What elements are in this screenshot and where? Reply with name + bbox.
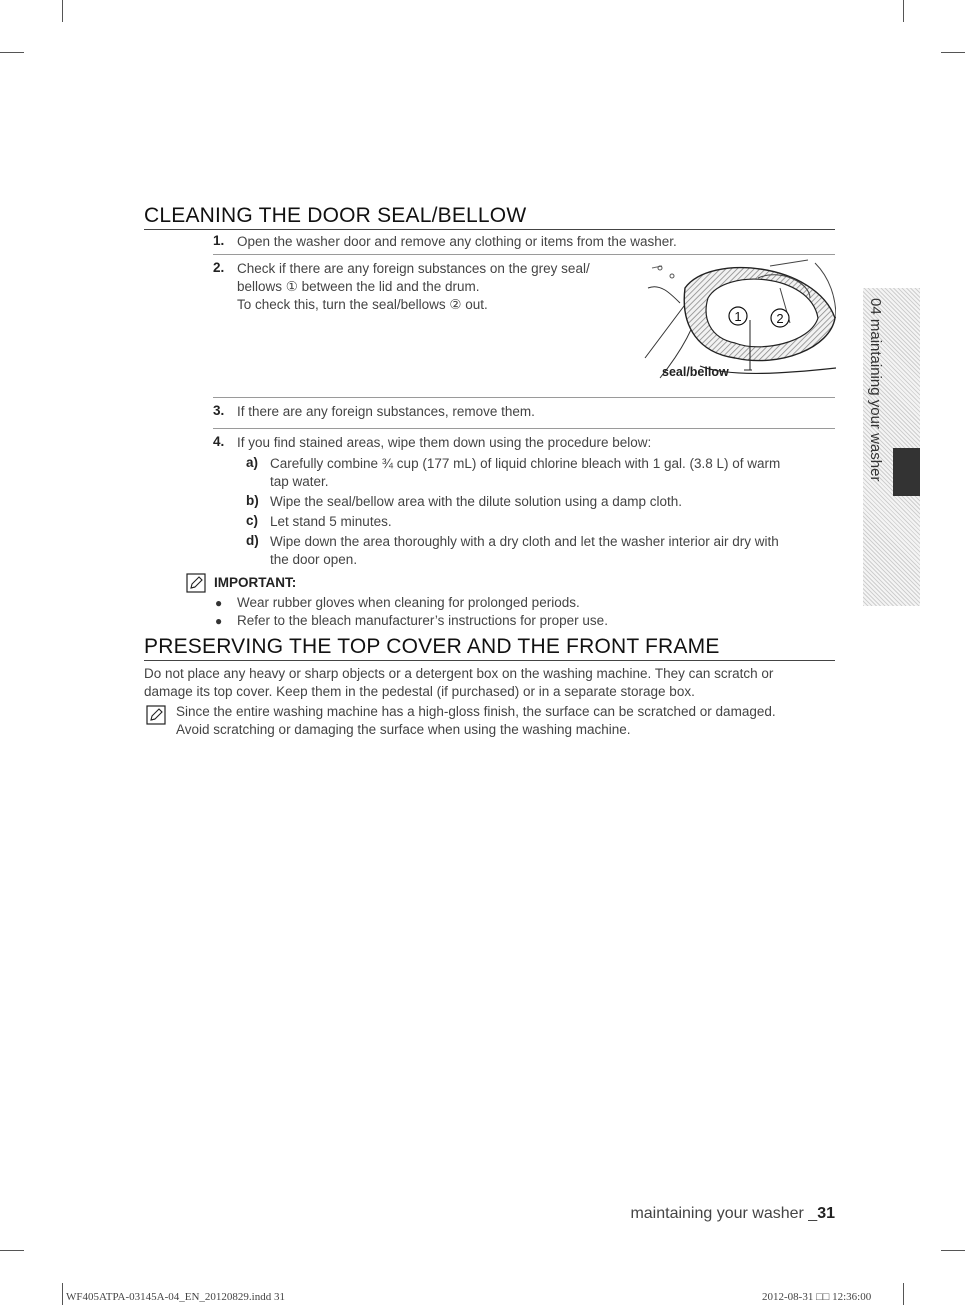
step-divider (213, 428, 835, 429)
substep-text: Wipe down the area thoroughly with a dry cloth and let the washer interior air dry with (270, 534, 779, 549)
crop-mark (0, 1250, 24, 1251)
seal-bellow-label: seal/bellow (662, 365, 729, 379)
section-title-top-cover: PRESERVING THE TOP COVER AND THE FRONT FRAME (144, 635, 720, 658)
page-footer (630, 1205, 835, 1223)
note-line: Since the entire washing machine has a high-gloss finish, the surface can be scratched or damaged. (176, 704, 776, 719)
substep-letter: d) (246, 533, 259, 548)
crop-mark (0, 52, 24, 53)
title-rule (144, 660, 835, 661)
title-rule (144, 229, 835, 230)
step-number: 3. (213, 403, 225, 418)
print-slug-left: WF405ATPA-03145A-04_EN_20120829.indd 31 (66, 1291, 285, 1303)
substep-text: Wipe the seal/bellow area with the dilute solution using a damp cloth. (270, 494, 682, 509)
section-title-door-seal: CLEANING THE DOOR SEAL/BELLOW (144, 204, 527, 227)
callout-2: 2 (776, 311, 784, 326)
substep-letter: a) (246, 455, 259, 470)
step-text: If you find stained areas, wipe them down using the procedure below: (237, 435, 652, 450)
crop-mark (941, 1250, 965, 1251)
substep-text: the door open. (270, 552, 358, 567)
crop-mark (903, 1283, 904, 1305)
step-number: 4. (213, 434, 225, 449)
step-text: Check if there are any foreign substances on the grey seal/ (237, 261, 590, 276)
footer-section-name: maintaining your washer _ (630, 1205, 818, 1222)
substep-text: Let stand 5 minutes. (270, 514, 392, 529)
substep-letter: b) (246, 493, 259, 508)
step-number: 2. (213, 260, 225, 275)
crop-mark (941, 52, 965, 53)
step-text: Open the washer door and remove any clothing or items from the washer. (237, 234, 677, 249)
crop-mark (903, 0, 904, 22)
step-text: If there are any foreign substances, remove them. (237, 404, 535, 419)
note-pencil-icon (186, 573, 206, 593)
important-label: IMPORTANT: (214, 575, 297, 590)
chapter-tab-label: 04 maintaining your washer (867, 298, 884, 482)
callout-1: 1 (734, 309, 742, 324)
crop-mark (62, 0, 63, 22)
print-slug-right: 2012-08-31 □□ 12:36:00 (762, 1291, 872, 1303)
substep-text: Carefully combine ¾ cup (177 mL) of liquid chlorine bleach with 1 gal. (3.8 L) of warm (270, 456, 781, 471)
paragraph-line: Do not place any heavy or sharp objects or a detergent box on the washing machine. They can scratch or (144, 666, 774, 681)
note-line: Avoid scratching or damaging the surface when using the washing machine. (176, 722, 631, 737)
step-divider (213, 254, 835, 255)
step-text: bellows ① between the lid and the drum. (237, 279, 480, 294)
important-bullet-text: Wear rubber gloves when cleaning for prolonged periods. (237, 595, 580, 610)
important-bullet-text: Refer to the bleach manufacturer’s instructions for proper use. (237, 613, 608, 628)
chapter-tab-marker (893, 448, 920, 496)
substep-text: tap water. (270, 474, 329, 489)
step-divider (213, 397, 835, 398)
page-number: 31 (817, 1205, 835, 1222)
crop-mark (62, 1283, 63, 1305)
bullet-dot: ● (215, 596, 223, 610)
substep-letter: c) (246, 513, 259, 528)
bullet-dot: ● (215, 614, 223, 628)
step-number: 1. (213, 233, 225, 248)
note-pencil-icon (146, 705, 166, 725)
step-text: To check this, turn the seal/bellows ② out. (237, 297, 488, 312)
paragraph-line: damage its top cover. Keep them in the pedestal (if purchased) or in a separate storage box. (144, 684, 695, 699)
